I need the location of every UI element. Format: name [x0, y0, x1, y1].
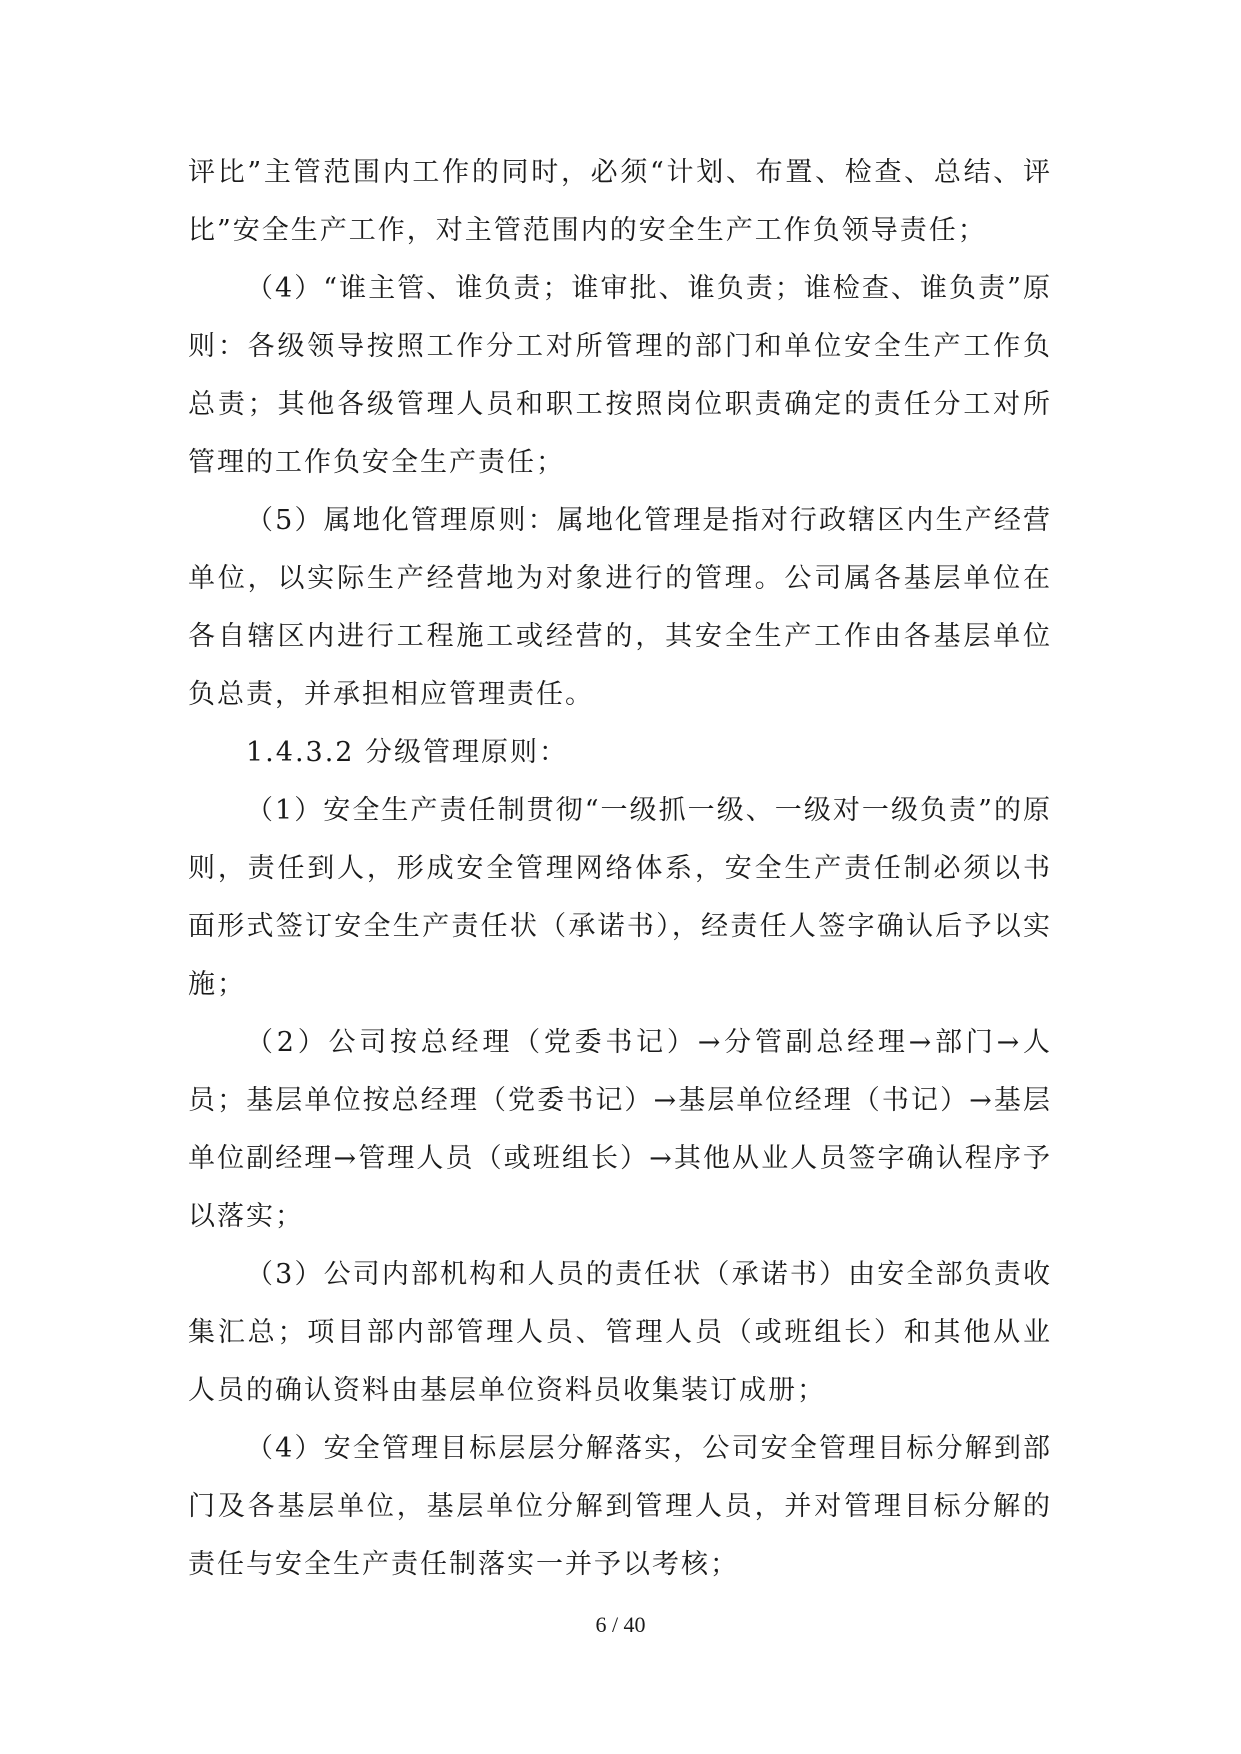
paragraph-continuation: 评比”主管范围内工作的同时，必须“计划、布置、检查、总结、评比”安全生产工作，对主管范围内的安全生产工作负领导责任； — [188, 157, 1052, 246]
paragraph-principle-4: （4）“谁主管、谁负责；谁审批、谁负责；谁检查、谁负责”原则：各级领导按照工作分工对所管理的部门和单位安全生产工作负总责；其他各级管理人员和职工按照岗位职责确定的责任分工对所管理的工作负安全生产责任； — [188, 273, 1052, 478]
paragraph-principle-5: （5）属地化管理原则：属地化管理是指对行政辖区内生产经营单位，以实际生产经营地为对象进行的管理。公司属各基层单位在各自辖区内进行工程施工或经营的，其安全生产工作由各基层单位负总责，并承担相应管理责任。 — [188, 505, 1052, 710]
page-number: 6 / 40 — [595, 1612, 646, 1637]
paragraph-item-3: （3）公司内部机构和人员的责任状（承诺书）由安全部负责收集汇总；项目部内部管理人员、管理人员（或班组长）和其他从业人员的确认资料由基层单位资料员收集装订成册； — [188, 1259, 1052, 1406]
paragraph-item-4: （4）安全管理目标层层分解落实，公司安全管理目标分解到部门及各基层单位，基层单位分解到管理人员，并对管理目标分解的责任与安全生产责任制落实一并予以考核； — [188, 1433, 1052, 1580]
section-heading-1-4-3-2: 1.4.3.2 分级管理原则： — [246, 737, 569, 768]
paragraph-item-1: （1）安全生产责任制贯彻“一级抓一级、一级对一级负责”的原则，责任到人，形成安全管理网络体系，安全生产责任制必须以书面形式签订安全生产责任状（承诺书），经责任人签字确认后予以实施； — [188, 795, 1052, 1000]
paragraph-item-2: （2）公司按总经理（党委书记）→分管副总经理→部门→人员；基层单位按总经理（党委书记）→基层单位经理（书记）→基层单位副经理→管理人员（或班组长）→其他从业人员签字确认程序予以落实； — [188, 1027, 1052, 1232]
body-text — [188, 144, 1052, 1594]
